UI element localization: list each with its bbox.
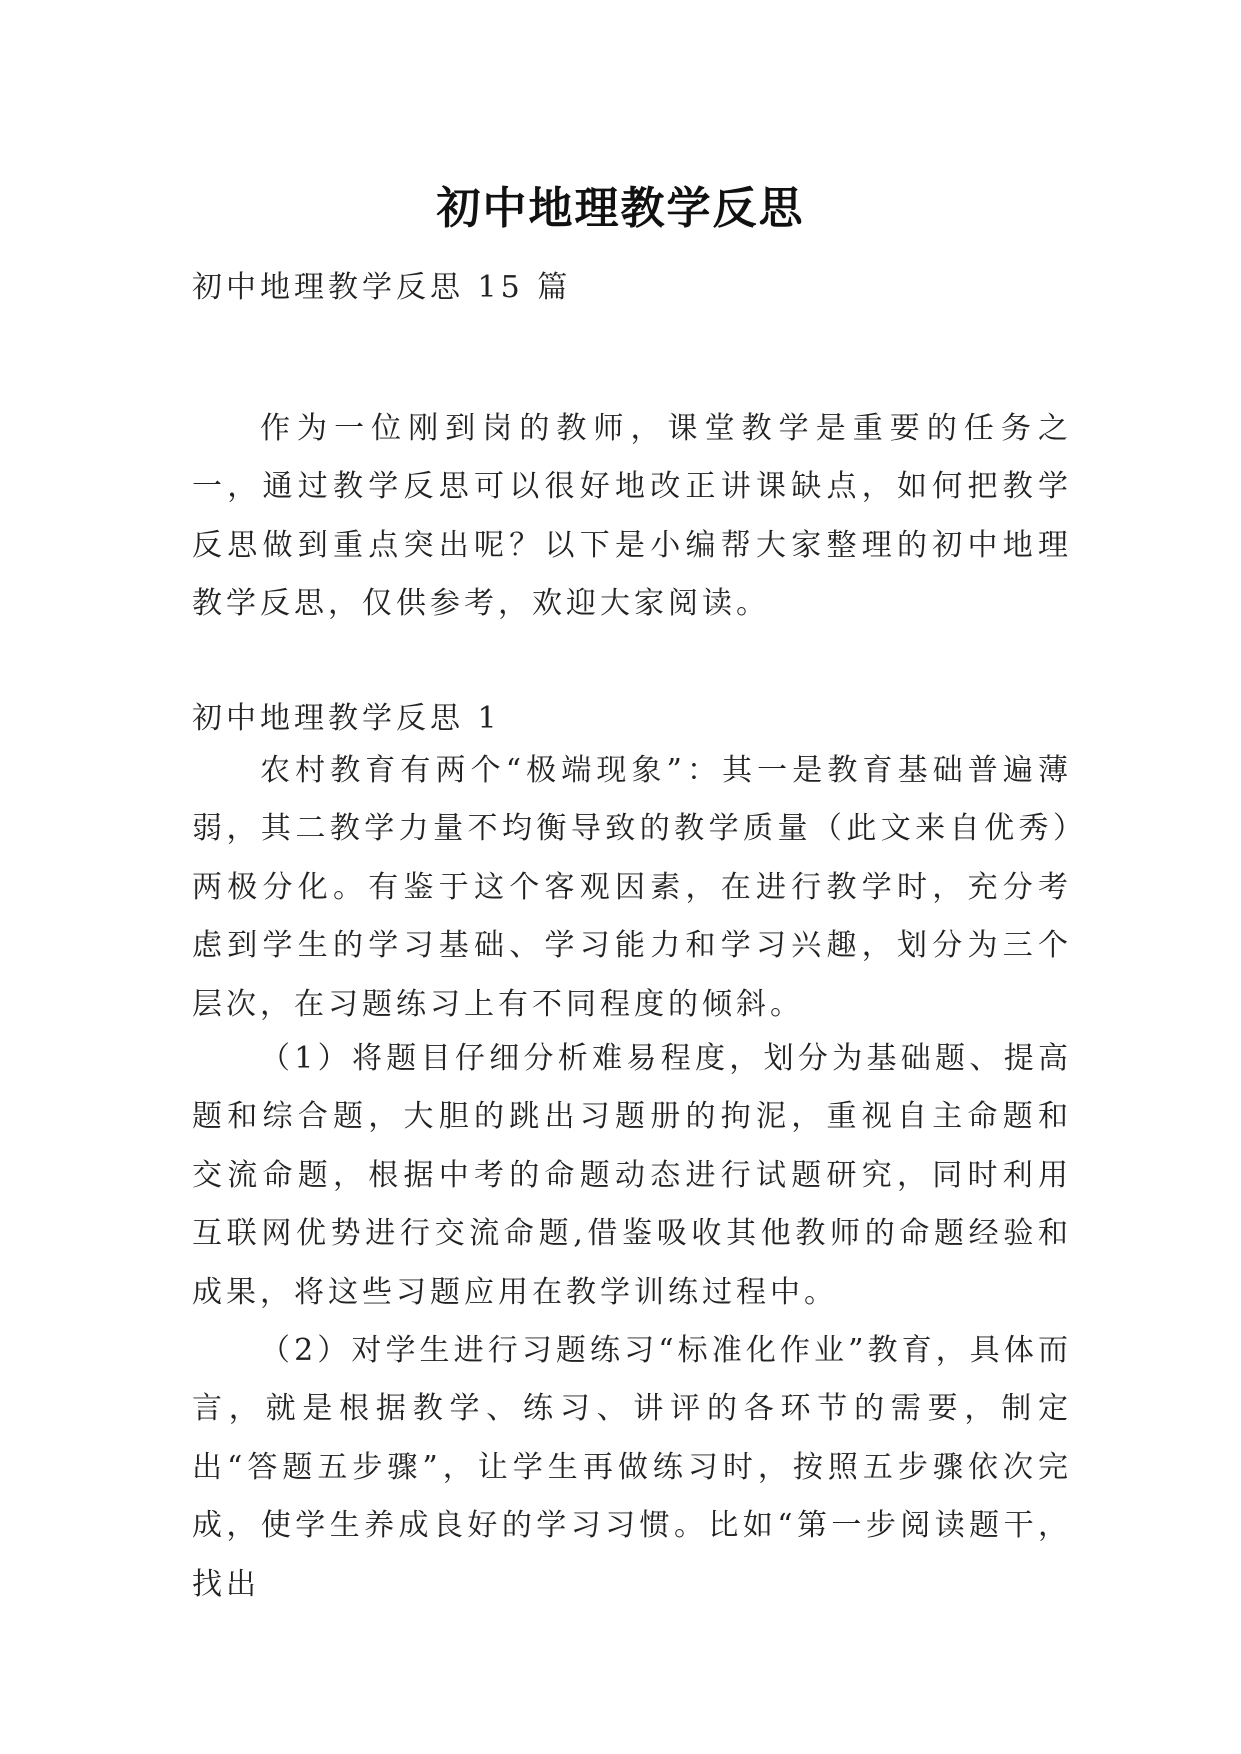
intro-paragraph: 作为一位刚到岗的教师，课堂教学是重要的任务之一，通过教学反思可以很好地改正讲课缺点，如何把教学反思做到重点突出呢？以下是小编帮大家整理的初中地理教学反思，仅供参考，欢迎大家阅读。 — [192, 411, 1072, 622]
section-heading: 初中地理教学反思 1 — [192, 701, 501, 736]
body-paragraph: （2）对学生进行习题练习“标准化作业”教育，具体而言，就是根据教学、练习、讲评的各环节的需要，制定出“答题五步骤”，让学生再做练习时，按照五步骤依次完成，使学生养成良好的学习习惯。比如“第一步阅读题干，找出 — [192, 1333, 1072, 1602]
body-paragraph: 农村教育有两个“极端现象”：其一是教育基础普遍薄弱，其二教学力量不均衡导致的教学质量（此文来自优秀）两极分化。有鉴于这个客观因素，在进行教学时，充分考虑到学生的学习基础、学习能力和学习兴趣，划分为三个层次，在习题练习上有不同程度的倾斜。 — [192, 753, 1072, 1022]
body-paragraph: （1）将题目仔细分析难易程度，划分为基础题、提高题和综合题，大胆的跳出习题册的拘泥，重视自主命题和交流命题，根据中考的命题动态进行试题研究，同时利用互联网优势进行交流命题,借鉴吸收其他教师的命题经验和成果，将这些习题应用在教学训练过程中。 — [192, 1041, 1072, 1310]
document-subtitle: 初中地理教学反思 15 篇 — [192, 270, 572, 305]
document-title: 初中地理教学反思 — [436, 183, 805, 235]
